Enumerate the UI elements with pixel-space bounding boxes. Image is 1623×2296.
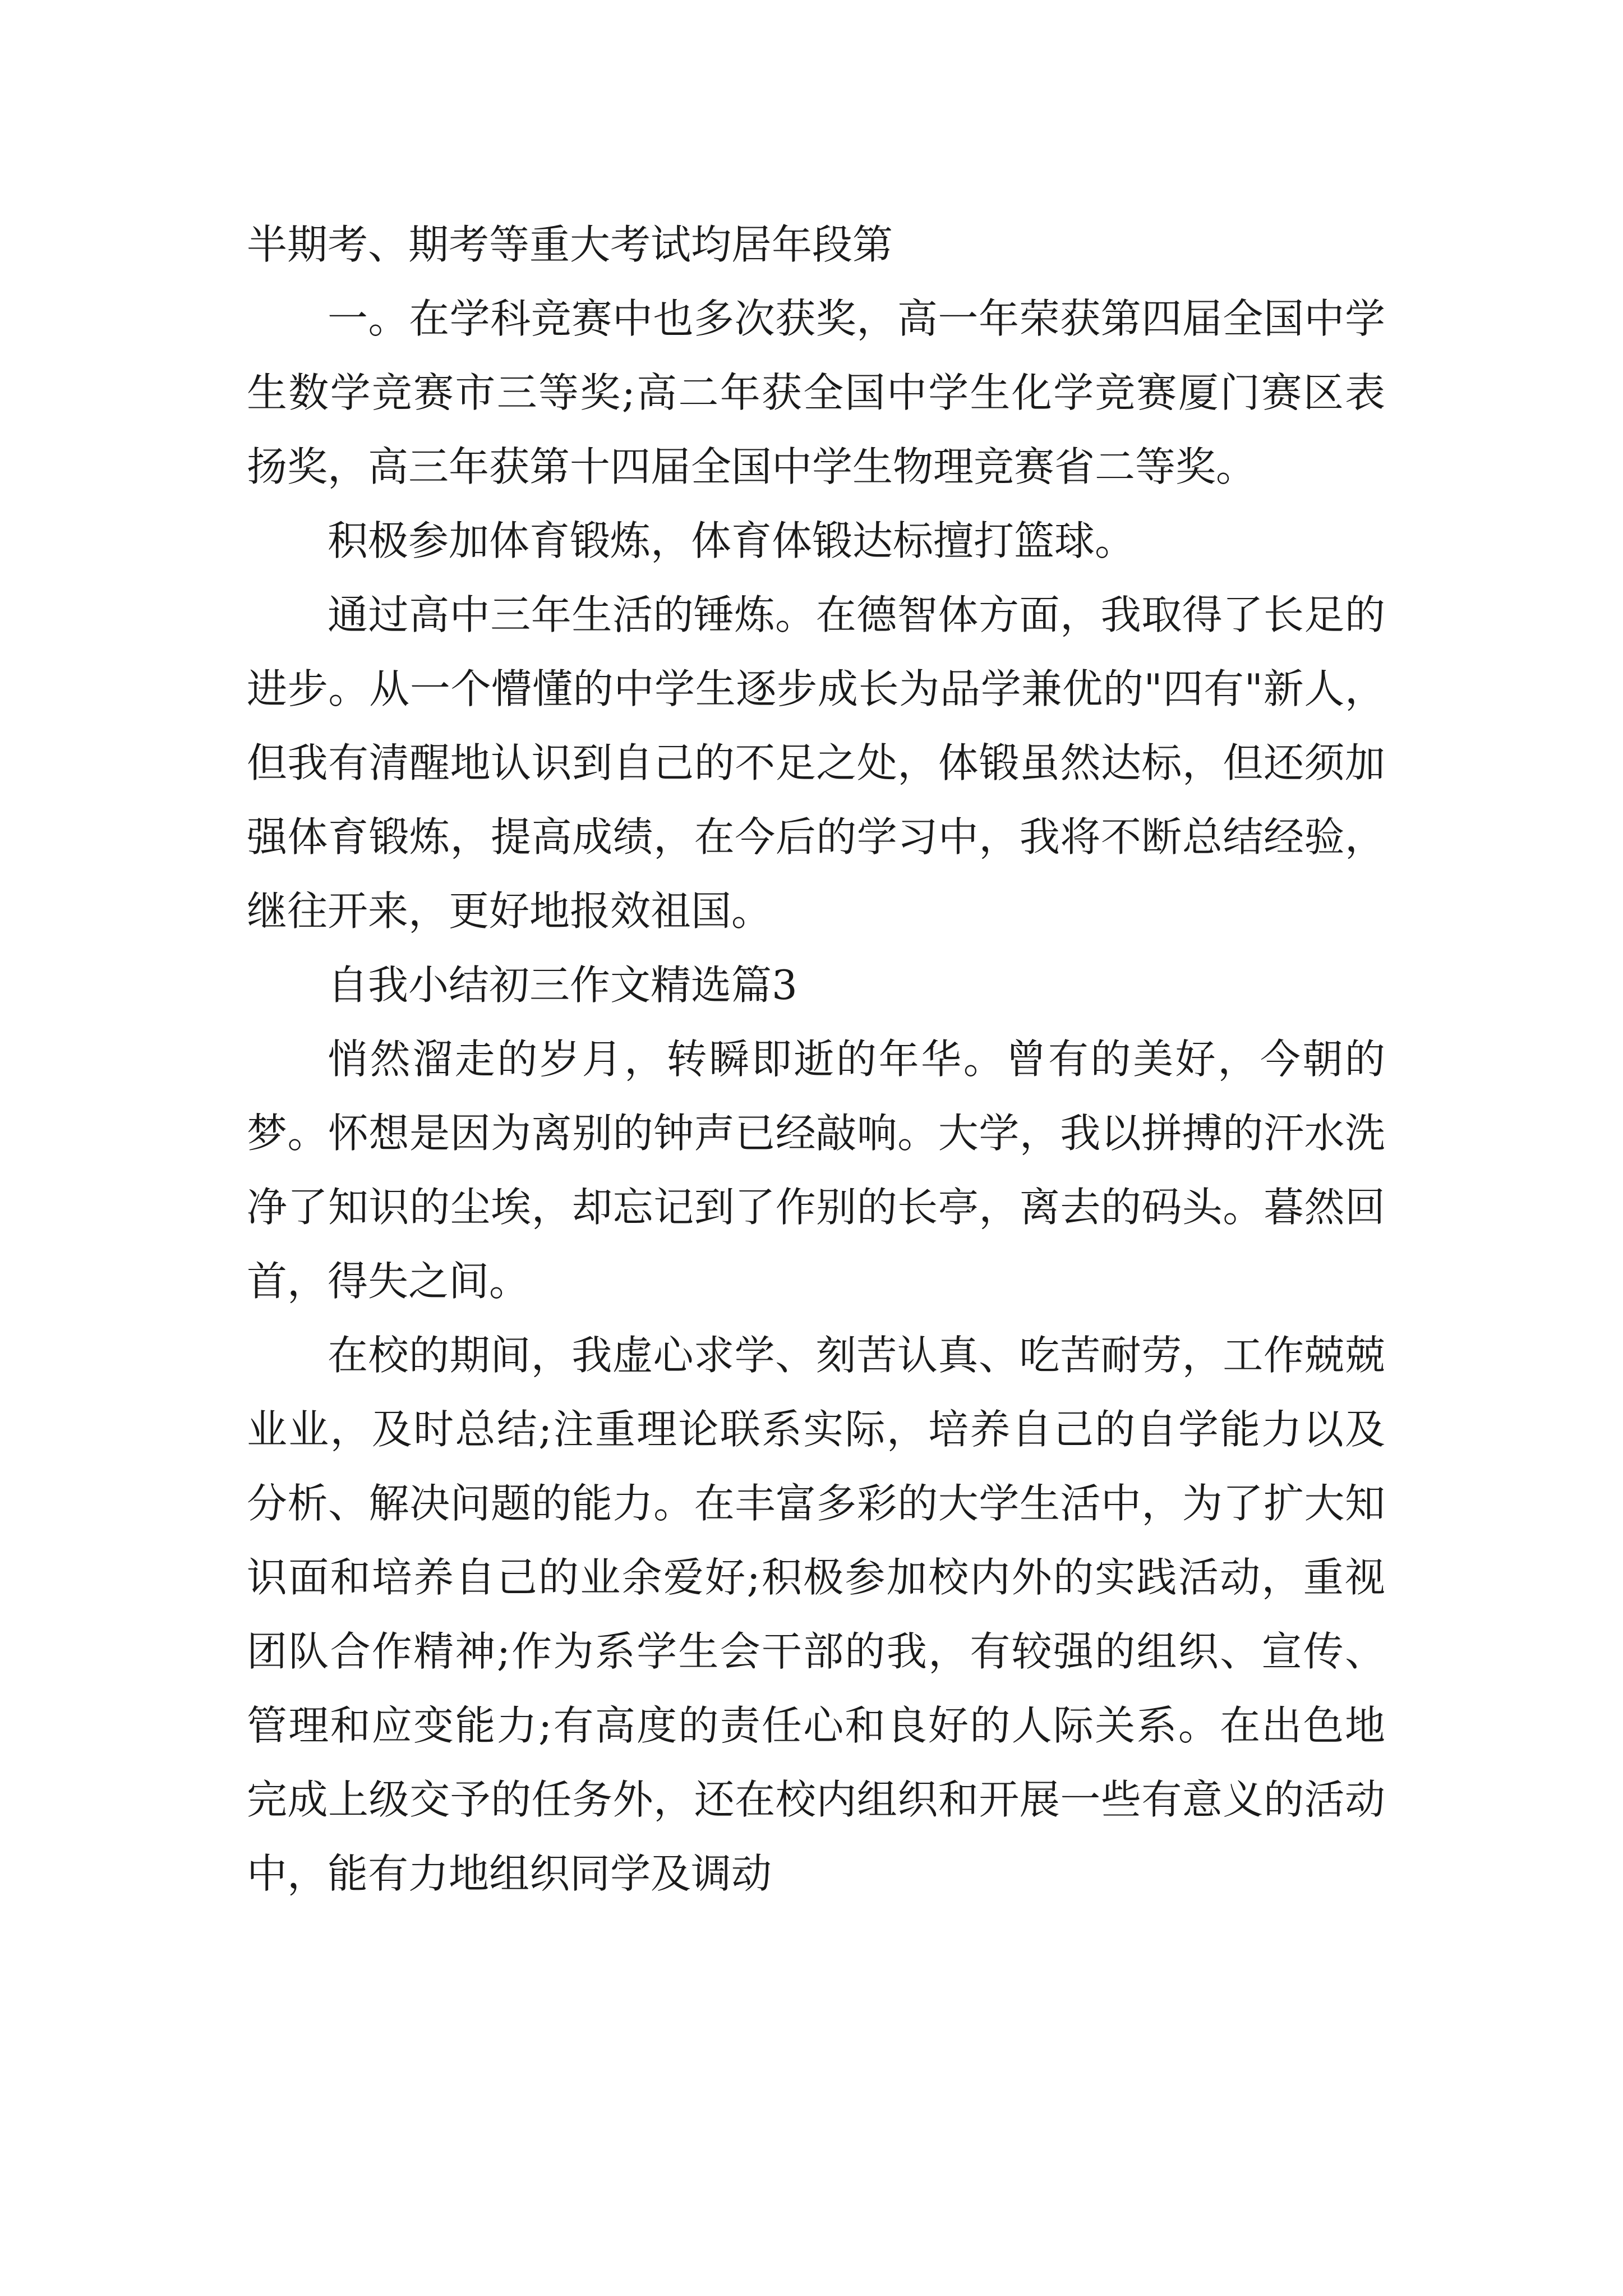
paragraph: 通过高中三年生活的锤炼。在德智体方面，我取得了长足的进步。从一个懵懂的中学生逐步成长为品学兼优的"四有"新人，但我有清醒地认识到自己的不足之处，体锻虽然达标，但还须加强体育锻炼，提高成绩，在今后的学习中，我将不断总结经验，继往开来，更好地报效祖国。 [247, 591, 1385, 935]
section-heading: 自我小结初三作文精选篇3 [328, 961, 797, 1009]
paragraph: 在校的期间，我虚心求学、刻苦认真、吃苦耐劳，工作兢兢业业，及时总结;注重理论联系实际，培养自己的自学能力以及分析、解决问题的能力。在丰富多彩的大学生活中，为了扩大知识面和培养自己的业余爱好;积极参加校内外的实践活动，重视团队合作精神;作为系学生会干部的我，有较强的组织、宣传、管理和应变能力;有高度的责任心和良好的人际关系。在出色地完成上级交予的任务外，还在校内组织和开展一些有意义的活动中，能有力地组织同学及调动 [247, 1332, 1385, 1897]
paragraph: 悄然溜走的岁月，转瞬即逝的年华。曾有的美好，今朝的梦。怀想是因为离别的钟声已经敲响。大学，我以拼搏的汗水洗净了知识的尘埃，却忘记到了作别的长亭，离去的码头。暮然回首，得失之间。 [247, 1036, 1385, 1305]
paragraph: 一。在学科竞赛中也多次获奖，高一年荣获第四届全国中学生数学竞赛市三等奖;高二年获全国中学生化学竞赛厦门赛区表扬奖，高三年获第十四届全国中学生物理竞赛省二等奖。 [247, 295, 1385, 490]
paragraph: 积极参加体育锻炼，体育体锻达标擅打篮球。 [328, 517, 1136, 564]
document-body [247, 208, 1385, 1911]
paragraph: 半期考、期考等重大考试均居年段第 [247, 221, 893, 268]
